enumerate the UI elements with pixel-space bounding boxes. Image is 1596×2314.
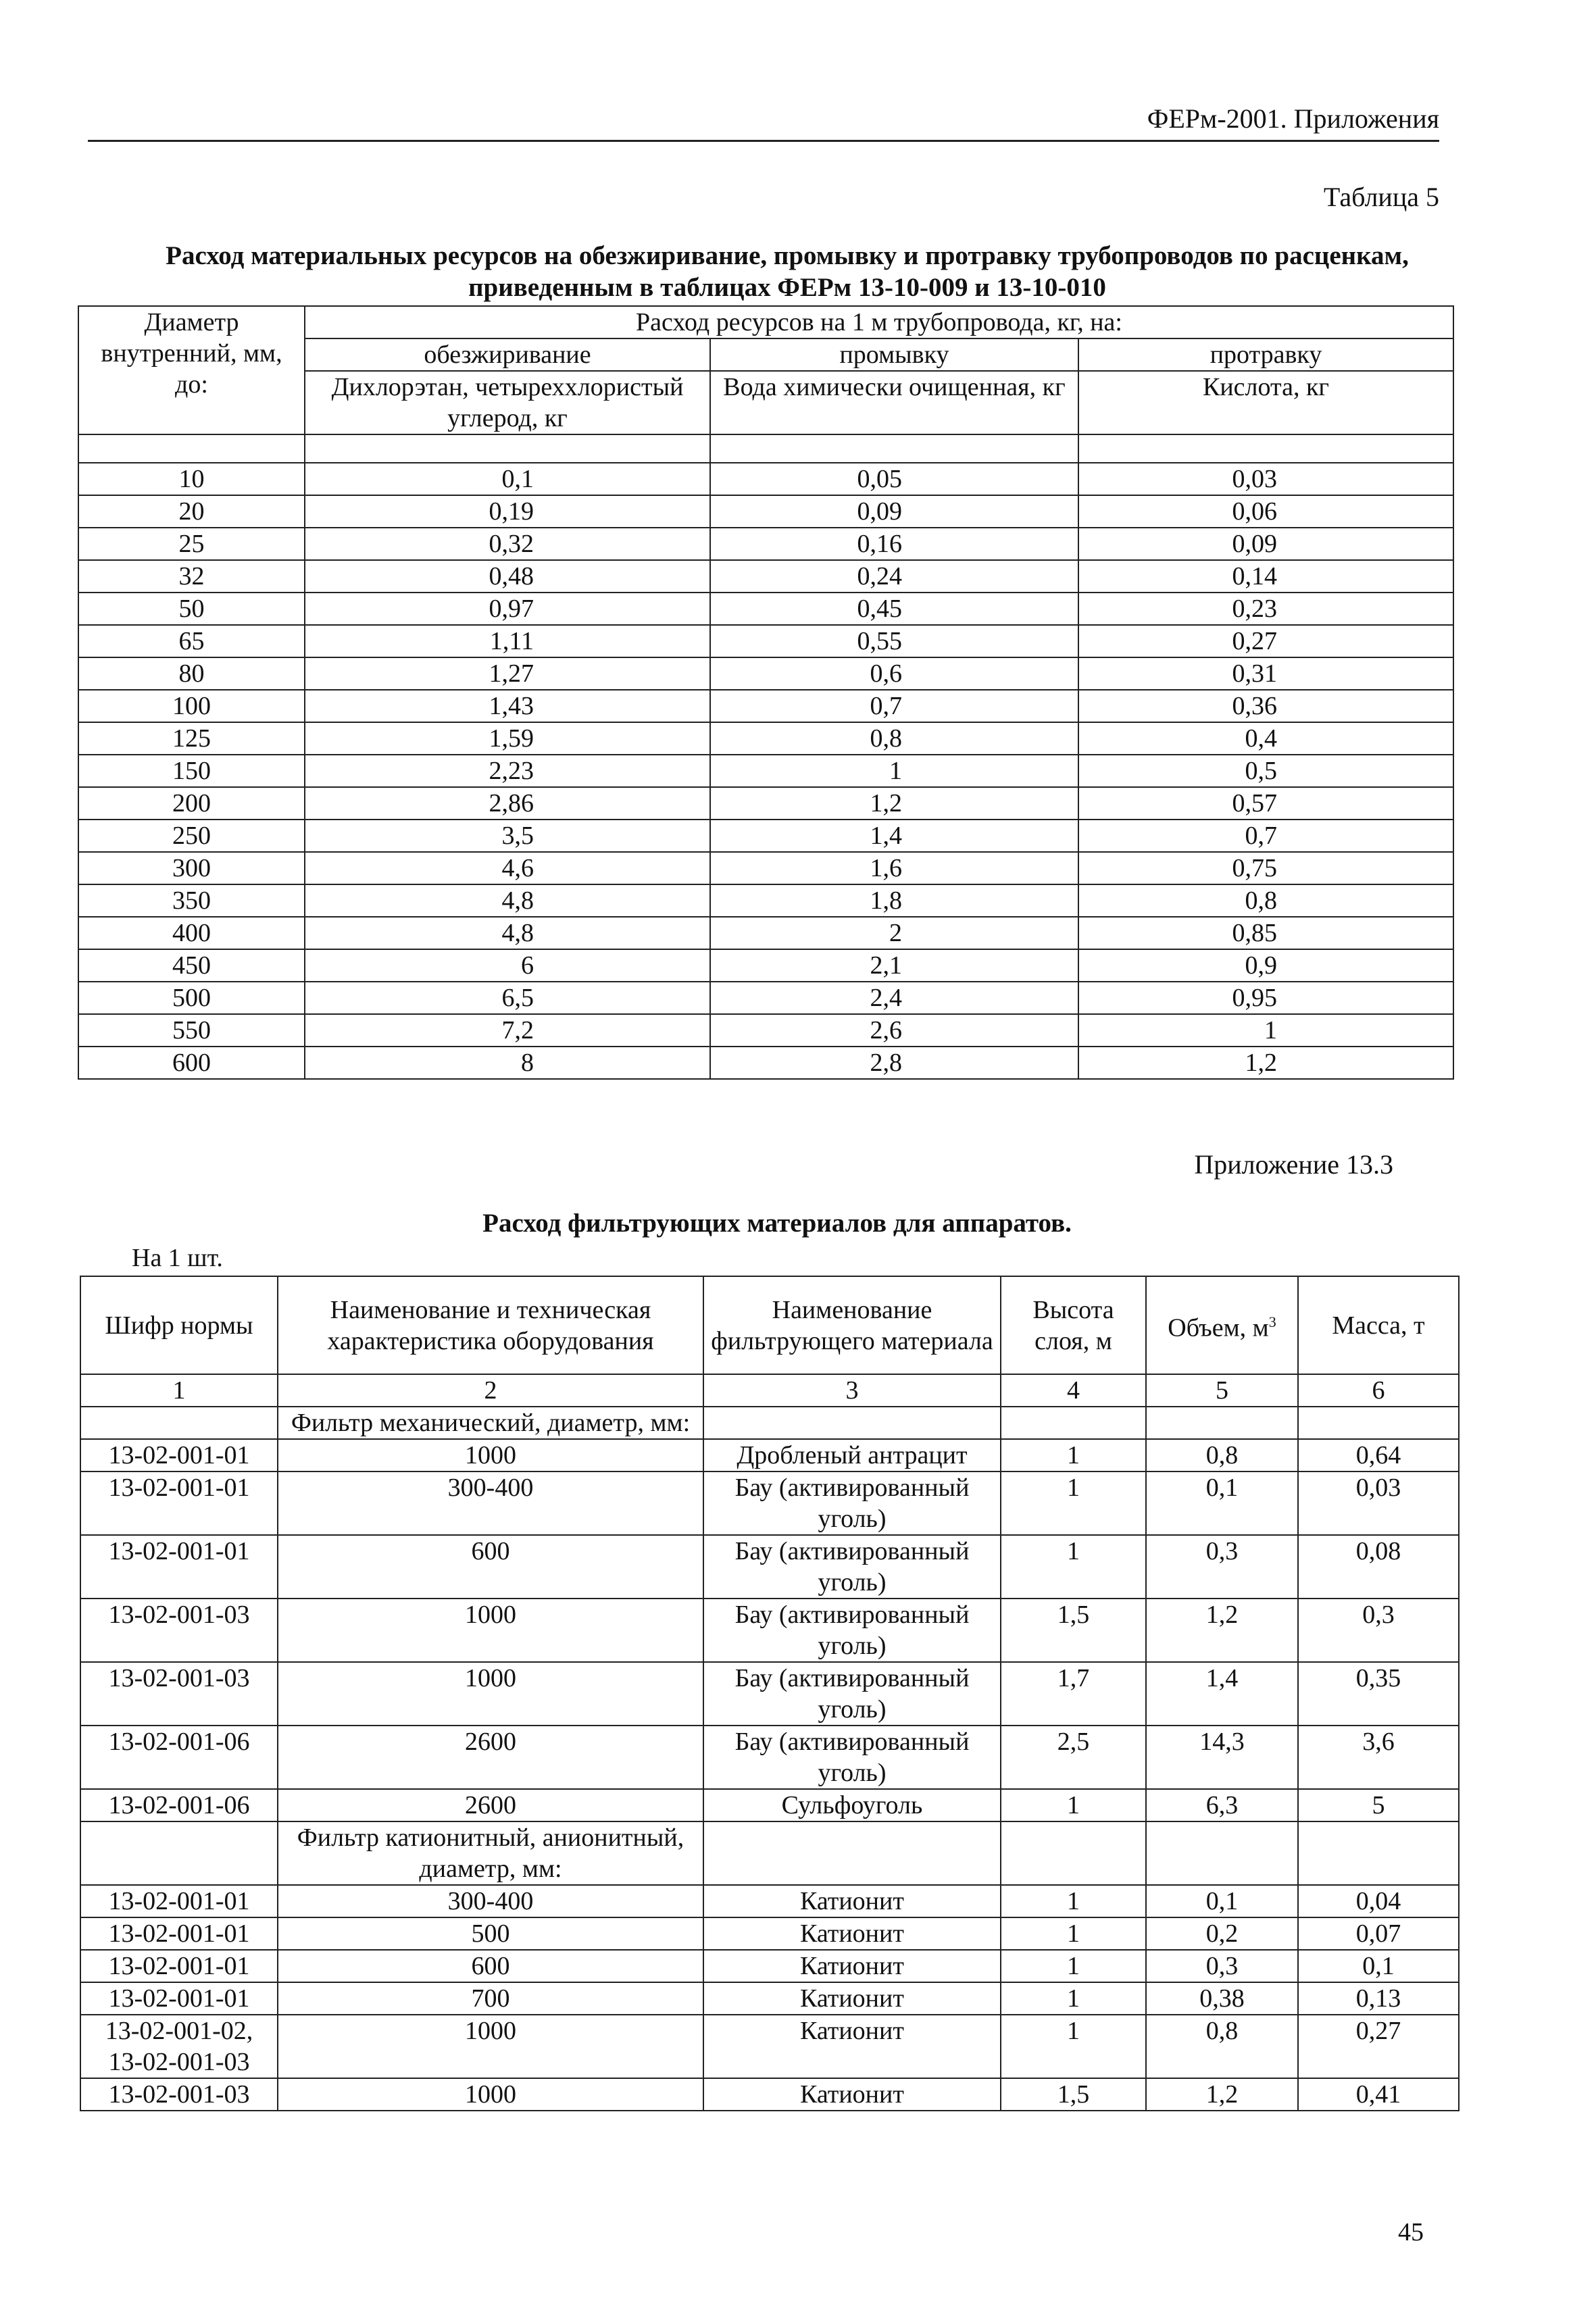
diameter-cell: 50	[78, 593, 305, 625]
equipment-cell: 300-400	[278, 1472, 703, 1535]
flush-cell: 0,16	[710, 528, 1078, 560]
diameter-cell: 450	[78, 949, 305, 982]
code-cell: 13-02-001-01	[80, 1982, 278, 2015]
table-row	[80, 2015, 1459, 2078]
header-etch: протравку	[1078, 338, 1453, 371]
etch-cell: 0,4	[1078, 722, 1453, 755]
volume-cell: 0,8	[1146, 1439, 1298, 1472]
etch-cell: 0,14	[1078, 560, 1453, 593]
code-cell: 13-02-001-06	[80, 1726, 278, 1789]
flush-cell: 2,8	[710, 1047, 1078, 1079]
etch-cell: 0,57	[1078, 787, 1453, 820]
degrease-cell: 6	[305, 949, 710, 982]
column-number: 4	[1001, 1374, 1146, 1407]
material-consumption-table	[78, 305, 1454, 1080]
flush-cell: 2,6	[710, 1014, 1078, 1047]
table-row	[78, 949, 1453, 982]
material-cell: Бау (активированный уголь)	[703, 1472, 1001, 1535]
volume-cell: 1,2	[1146, 1599, 1298, 1662]
material-cell: Сульфоуголь	[703, 1789, 1001, 1821]
layer-height-cell	[1001, 1821, 1146, 1885]
layer-height-cell	[1001, 1407, 1146, 1439]
etch-cell: 0,36	[1078, 690, 1453, 722]
equipment-cell: Фильтр механический, диаметр, мм:	[278, 1407, 703, 1439]
flush-cell: 0,45	[710, 593, 1078, 625]
material-cell: Бау (активированный уголь)	[703, 1599, 1001, 1662]
header-equipment: Наименование и техническая характеристика оборудования	[278, 1276, 703, 1374]
etch-cell: 0,5	[1078, 755, 1453, 787]
mass-cell: 0,1	[1298, 1950, 1459, 1982]
subheader-etch: Кислота, кг	[1078, 371, 1453, 434]
layer-height-cell: 1	[1001, 1982, 1146, 2015]
flush-cell: 0,8	[710, 722, 1078, 755]
table-row	[80, 1662, 1459, 1726]
table-row	[78, 722, 1453, 755]
etch-cell: 0,23	[1078, 593, 1453, 625]
code-cell: 13-02-001-02, 13-02-001-03	[80, 2015, 278, 2078]
equipment-cell: 2600	[278, 1726, 703, 1789]
material-cell	[703, 1407, 1001, 1439]
mass-cell: 0,35	[1298, 1662, 1459, 1726]
volume-cell: 0,2	[1146, 1917, 1298, 1950]
table2-title: Расход фильтрующих материалов для аппаратов.	[482, 1209, 1072, 1238]
etch-cell: 0,75	[1078, 852, 1453, 884]
flush-cell: 0,7	[710, 690, 1078, 722]
running-header: ФЕРм-2001. Приложения	[1147, 103, 1439, 134]
table-row	[80, 1950, 1459, 1982]
table-row	[80, 1726, 1459, 1789]
table-row	[80, 1439, 1459, 1472]
column-number-row	[80, 1374, 1459, 1407]
page-number: 45	[1398, 2218, 1424, 2246]
etch-cell: 0,9	[1078, 949, 1453, 982]
flush-cell: 0,09	[710, 495, 1078, 528]
volume-cell: 14,3	[1146, 1726, 1298, 1789]
table-row	[78, 1014, 1453, 1047]
code-cell	[80, 1407, 278, 1439]
table-row	[78, 884, 1453, 917]
material-cell: Дробленый антрацит	[703, 1439, 1001, 1472]
mass-cell: 0,27	[1298, 2015, 1459, 2078]
table-row	[80, 1885, 1459, 1917]
diameter-cell: 150	[78, 755, 305, 787]
volume-cell: 0,1	[1146, 1885, 1298, 1917]
material-cell: Катионит	[703, 1885, 1001, 1917]
mass-cell: 0,64	[1298, 1439, 1459, 1472]
equipment-cell: 1000	[278, 2015, 703, 2078]
volume-cell: 0,38	[1146, 1982, 1298, 2015]
flush-cell: 1,6	[710, 852, 1078, 884]
diameter-cell: 80	[78, 657, 305, 690]
mass-cell: 0,03	[1298, 1472, 1459, 1535]
etch-cell: 0,09	[1078, 528, 1453, 560]
equipment-cell: 1000	[278, 1662, 703, 1726]
layer-height-cell: 1	[1001, 2015, 1146, 2078]
mass-cell: 0,07	[1298, 1917, 1459, 1950]
flush-cell: 0,55	[710, 625, 1078, 657]
table-row	[78, 593, 1453, 625]
table-row	[80, 1982, 1459, 2015]
volume-cell: 0,8	[1146, 2015, 1298, 2078]
mass-cell: 0,3	[1298, 1599, 1459, 1662]
header-rule	[88, 140, 1439, 142]
mass-cell: 5	[1298, 1789, 1459, 1821]
mass-cell: 3,6	[1298, 1726, 1459, 1789]
etch-cell: 0,31	[1078, 657, 1453, 690]
flush-cell: 0,24	[710, 560, 1078, 593]
code-cell: 13-02-001-03	[80, 1662, 278, 1726]
header-flush: промывку	[710, 338, 1078, 371]
equipment-cell: Фильтр катионитный, анионитный, диаметр, мм:	[278, 1821, 703, 1885]
degrease-cell: 7,2	[305, 1014, 710, 1047]
etch-cell: 0,95	[1078, 982, 1453, 1014]
table-caption: Таблица 5	[1323, 182, 1439, 212]
flush-cell: 2,1	[710, 949, 1078, 982]
column-number: 3	[703, 1374, 1001, 1407]
layer-height-cell: 1	[1001, 1789, 1146, 1821]
header-diameter: Диаметр внутренний, мм, до:	[78, 306, 305, 434]
diameter-cell: 550	[78, 1014, 305, 1047]
table-row	[78, 917, 1453, 949]
header-mass: Масса, т	[1298, 1276, 1459, 1374]
diameter-cell: 400	[78, 917, 305, 949]
equipment-cell: 1000	[278, 1599, 703, 1662]
table-row	[80, 2078, 1459, 2111]
diameter-cell: 350	[78, 884, 305, 917]
code-cell	[80, 1821, 278, 1885]
etch-cell: 0,06	[1078, 495, 1453, 528]
material-cell	[703, 1821, 1001, 1885]
diameter-cell: 100	[78, 690, 305, 722]
layer-height-cell: 1,5	[1001, 2078, 1146, 2111]
etch-cell: 0,27	[1078, 625, 1453, 657]
mass-cell: 0,13	[1298, 1982, 1459, 2015]
material-cell: Катионит	[703, 1982, 1001, 2015]
layer-height-cell: 1	[1001, 1439, 1146, 1472]
volume-cell	[1146, 1821, 1298, 1885]
volume-cell: 1,2	[1146, 2078, 1298, 2111]
volume-cell: 1,4	[1146, 1662, 1298, 1726]
table-row	[80, 1599, 1459, 1662]
table-row	[78, 820, 1453, 852]
etch-cell: 0,8	[1078, 884, 1453, 917]
diameter-cell: 125	[78, 722, 305, 755]
layer-height-cell: 1	[1001, 1950, 1146, 1982]
equipment-cell: 300-400	[278, 1885, 703, 1917]
table-row	[80, 1821, 1459, 1885]
mass-cell: 0,08	[1298, 1535, 1459, 1599]
diameter-cell: 25	[78, 528, 305, 560]
code-cell: 13-02-001-03	[80, 1599, 278, 1662]
column-number: 6	[1298, 1374, 1459, 1407]
degrease-cell: 2,23	[305, 755, 710, 787]
material-cell: Катионит	[703, 2078, 1001, 2111]
degrease-cell: 0,19	[305, 495, 710, 528]
degrease-cell: 1,11	[305, 625, 710, 657]
table-row	[78, 787, 1453, 820]
flush-cell: 0,6	[710, 657, 1078, 690]
table-row	[78, 755, 1453, 787]
flush-cell: 2,4	[710, 982, 1078, 1014]
material-cell: Катионит	[703, 1917, 1001, 1950]
header-volume: Объем, $м^3$	[1146, 1276, 1298, 1374]
header-layer-height: Высота слоя, м	[1001, 1276, 1146, 1374]
degrease-cell: 8	[305, 1047, 710, 1079]
equipment-cell: 1000	[278, 1439, 703, 1472]
degrease-cell: 4,6	[305, 852, 710, 884]
code-cell: 13-02-001-01	[80, 1885, 278, 1917]
degrease-cell: 0,1	[305, 463, 710, 495]
material-cell: Катионит	[703, 1950, 1001, 1982]
degrease-cell: 1,59	[305, 722, 710, 755]
equipment-cell: 600	[278, 1950, 703, 1982]
volume-cell: 6,3	[1146, 1789, 1298, 1821]
layer-height-cell: 1,5	[1001, 1599, 1146, 1662]
layer-height-cell: 1	[1001, 1472, 1146, 1535]
degrease-cell: 6,5	[305, 982, 710, 1014]
table-row	[80, 1789, 1459, 1821]
equipment-cell: 600	[278, 1535, 703, 1599]
material-cell: Бау (активированный уголь)	[703, 1535, 1001, 1599]
code-cell: 13-02-001-01	[80, 1950, 278, 1982]
table-row	[78, 528, 1453, 560]
degrease-cell: 0,48	[305, 560, 710, 593]
flush-cell: 1,4	[710, 820, 1078, 852]
table-row	[78, 625, 1453, 657]
column-number: 5	[1146, 1374, 1298, 1407]
code-cell: 13-02-001-01	[80, 1439, 278, 1472]
etch-cell: 1,2	[1078, 1047, 1453, 1079]
degrease-cell: 3,5	[305, 820, 710, 852]
mass-cell: 0,04	[1298, 1885, 1459, 1917]
filter-materials-table	[80, 1276, 1460, 2111]
layer-height-cell: 1,7	[1001, 1662, 1146, 1726]
material-cell: Бау (активированный уголь)	[703, 1662, 1001, 1726]
column-number: 1	[80, 1374, 278, 1407]
table-row	[78, 1047, 1453, 1079]
diameter-cell: 250	[78, 820, 305, 852]
diameter-cell: 65	[78, 625, 305, 657]
diameter-cell: 200	[78, 787, 305, 820]
mass-cell: 0,41	[1298, 2078, 1459, 2111]
table-row	[78, 560, 1453, 593]
table-row	[78, 690, 1453, 722]
table-row	[80, 1917, 1459, 1950]
table-row	[78, 657, 1453, 690]
diameter-cell: 32	[78, 560, 305, 593]
equipment-cell: 700	[278, 1982, 703, 2015]
flush-cell: 1	[710, 755, 1078, 787]
annex-label: Приложение 13.3	[1194, 1149, 1393, 1180]
header-code: Шифр нормы	[80, 1276, 278, 1374]
volume-cell	[1146, 1407, 1298, 1439]
table-row	[80, 1535, 1459, 1599]
etch-cell: 0,85	[1078, 917, 1453, 949]
layer-height-cell: 1	[1001, 1917, 1146, 1950]
diameter-cell: 20	[78, 495, 305, 528]
header-material: Наименование фильтрующего материала	[703, 1276, 1001, 1374]
table-row	[78, 495, 1453, 528]
subheader-degrease: Дихлорэтан, четыреххлористый углерод, кг	[305, 371, 710, 434]
flush-cell: 1,8	[710, 884, 1078, 917]
table-row	[80, 1472, 1459, 1535]
flush-cell: 2	[710, 917, 1078, 949]
layer-height-cell: 2,5	[1001, 1726, 1146, 1789]
subheader-flush: Вода химически очищенная, кг	[710, 371, 1078, 434]
equipment-cell: 500	[278, 1917, 703, 1950]
etch-cell: 0,7	[1078, 820, 1453, 852]
degrease-cell: 1,43	[305, 690, 710, 722]
code-cell: 13-02-001-06	[80, 1789, 278, 1821]
equipment-cell: 1000	[278, 2078, 703, 2111]
header-resource-group: Расход ресурсов на 1 м трубопровода, кг, на:	[305, 306, 1453, 338]
diameter-cell: 500	[78, 982, 305, 1014]
table-row	[80, 1407, 1459, 1439]
degrease-cell: 4,8	[305, 917, 710, 949]
degrease-cell: 1,27	[305, 657, 710, 690]
volume-cell: 0,1	[1146, 1472, 1298, 1535]
volume-cell: 0,3	[1146, 1950, 1298, 1982]
volume-cell: 0,3	[1146, 1535, 1298, 1599]
code-cell: 13-02-001-01	[80, 1535, 278, 1599]
code-cell: 13-02-001-01	[80, 1917, 278, 1950]
mass-cell	[1298, 1821, 1459, 1885]
flush-cell: 0,05	[710, 463, 1078, 495]
table-row	[78, 982, 1453, 1014]
degrease-cell: 2,86	[305, 787, 710, 820]
equipment-cell: 2600	[278, 1789, 703, 1821]
table-row	[78, 852, 1453, 884]
code-cell: 13-02-001-03	[80, 2078, 278, 2111]
diameter-cell: 300	[78, 852, 305, 884]
material-cell: Катионит	[703, 2015, 1001, 2078]
code-cell: 13-02-001-01	[80, 1472, 278, 1535]
diameter-cell: 600	[78, 1047, 305, 1079]
degrease-cell: 0,97	[305, 593, 710, 625]
etch-cell: 1	[1078, 1014, 1453, 1047]
header-degrease: обезжиривание	[305, 338, 710, 371]
degrease-cell: 0,32	[305, 528, 710, 560]
material-cell: Бау (активированный уголь)	[703, 1726, 1001, 1789]
column-number: 2	[278, 1374, 703, 1407]
table-row	[78, 463, 1453, 495]
diameter-cell: 10	[78, 463, 305, 495]
table1-title: Расход материальных ресурсов на обезжиривание, промывку и протравку трубопроводов по расценкам, приведенным в таблицах ФЕРм 13-10-009 и 13-10-010	[166, 241, 1409, 302]
layer-height-cell: 1	[1001, 1885, 1146, 1917]
unit-label: На 1 шт.	[132, 1244, 223, 1272]
layer-height-cell: 1	[1001, 1535, 1146, 1599]
etch-cell: 0,03	[1078, 463, 1453, 495]
mass-cell	[1298, 1407, 1459, 1439]
degrease-cell: 4,8	[305, 884, 710, 917]
table-spacer-row	[78, 434, 1453, 463]
flush-cell: 1,2	[710, 787, 1078, 820]
